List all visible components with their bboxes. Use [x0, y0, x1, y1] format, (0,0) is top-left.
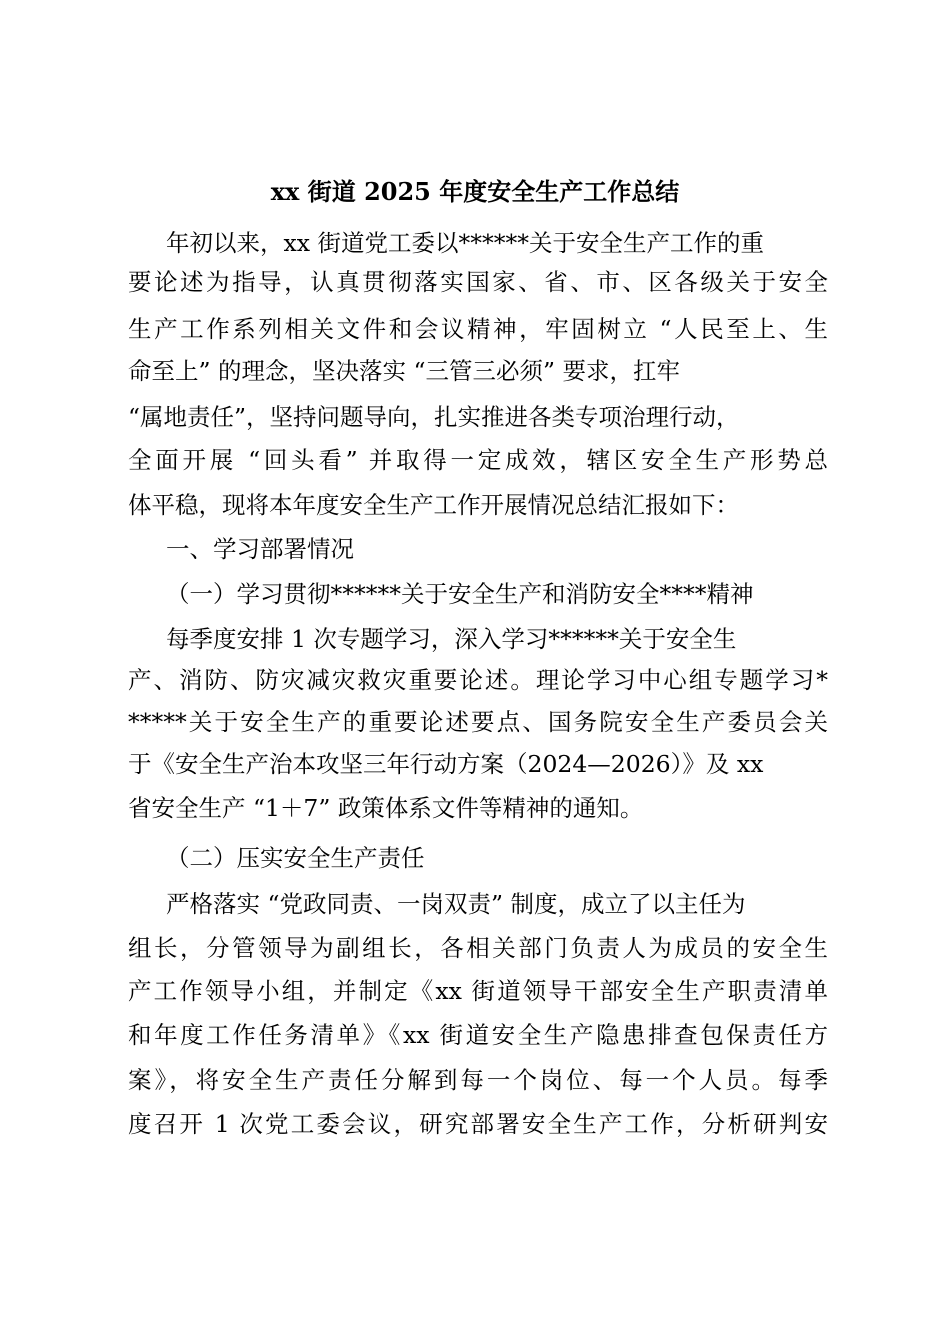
paragraph-line: 组长，分管领导为副组长，各相关部门负责人为成员的安全生 — [128, 934, 828, 962]
paragraph-line: 案》，将安全生产责任分解到每一个岗位、每一个人员。每季 — [128, 1066, 828, 1094]
paragraph-line: 产工作领导小组，并制定《xx 街道领导干部安全生产职责清单 — [128, 977, 828, 1005]
paragraph-line: 全面开展 “回头看” 并取得一定成效，辖区安全生产形势总 — [128, 446, 828, 474]
section-heading: 一、学习部署情况 — [166, 535, 354, 563]
subsection-heading: （二）压实安全生产责任 — [166, 844, 425, 872]
subsection-heading: （一）学习贯彻******关于安全生产和消防安全****精神 — [166, 580, 754, 608]
paragraph-line: 和年度工作任务清单》《xx 街道安全生产隐患排查包保责任方 — [128, 1021, 828, 1049]
paragraph-line: “属地责任”，坚持问题导向，扎实推进各类专项治理行动， — [128, 403, 740, 431]
paragraph-line: 要论述为指导，认真贯彻落实国家、省、市、区各级关于安全 — [128, 268, 828, 296]
paragraph-line: 每季度安排 1 次专题学习，深入学习******关于安全生 — [166, 625, 737, 653]
paragraph-line: 于《安全生产治本攻坚三年行动方案（2024—2026）》及 xx — [128, 750, 764, 778]
paragraph-line: 生产工作系列相关文件和会议精神，牢固树立 “人民至上、生 — [128, 315, 828, 343]
paragraph-line: 体平稳，现将本年度安全生产工作开展情况总结汇报如下： — [128, 491, 739, 519]
paragraph-line: 严格落实 “党政同责、一岗双责” 制度，成立了以主任为 — [166, 890, 746, 918]
paragraph-line: 度召开 1 次党工委会议，研究部署安全生产工作，分析研判安 — [128, 1110, 828, 1138]
paragraph-line: 省安全生产 “1＋7” 政策体系文件等精神的通知。 — [128, 794, 644, 822]
paragraph-line: *****关于安全生产的重要论述要点、国务院安全生产委员会关 — [128, 708, 828, 736]
document-title: xx 街道 2025 年度安全生产工作总结 — [270, 177, 680, 206]
paragraph-line: 命至上” 的理念，坚决落实 “三管三必须” 要求，扛牢 — [128, 357, 680, 385]
paragraph-line: 年初以来，xx 街道党工委以******关于安全生产工作的重 — [166, 229, 764, 257]
paragraph-line: 产、消防、防灾减灾救灾重要论述。理论学习中心组专题学习* — [128, 666, 828, 694]
